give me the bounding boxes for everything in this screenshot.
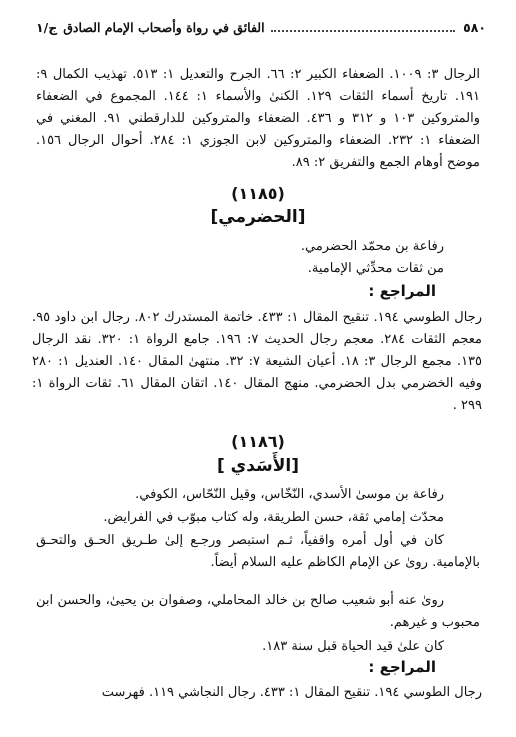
entry-1185-references-label: المراجع :	[368, 282, 436, 300]
entry-1186-line-2: محدّث إمامي ثقة، حسن الطريقة، وله كتاب مبوّب في الفرايض.	[103, 510, 444, 525]
entry-1186-references-label: المراجع :	[368, 658, 436, 676]
header-leader-dots	[271, 22, 456, 32]
intro-references: الرجال ٣: ١٠٠٩. الضعفاء الكبير ٢: ٦٦. الجرح والتعديل ١: ٥١٣. تهذيب الكمال ٩: ١٩١. تاريخ أسماء الثقات ١٢٩. الكنىٰ والأسماء ١: ١٤٤. المجموع في الضعفاء والمتروكين ١٠٣ و ٣١٢ و ٤٣٦. الضعفاء والمتروكين للدارقطني ٩١. المغني في الضعفاء ١: ٢٣٢. الضعفاء والمتروكين لابن الجوزي ١: ٢٨٤. أحوال الرجال ١٥٦. موضح أوهام الجمع والتفريق ٢: ٨٩.	[36, 67, 481, 170]
entry-1185-line-2: من ثقات محدِّثي الإمامية.	[307, 261, 444, 276]
entry-1186-number: (١١٨٦)	[231, 432, 285, 451]
entry-1186-line-5: كان علىٰ قيد الحياة قبل سنة ١٨٣.	[262, 639, 444, 654]
entry-1185-references: رجال الطوسي ١٩٤. تنقيح المقال ١: ٤٣٣. خاتمة المستدرك ٨٠٢. رجال ابن داود ٩٥. معجم الثقات ٢٨٤. معجم رجال الحديث ٧: ١٩٦. جامع الرواة ١: ٣٢٠. نقد الرجال ١٣٥. مجمع الرجال ٣: ١٨. أعيان الشيعة ٧: ٣٢. منتهىٰ المقال ١٤٠. العنديل ١: ٢٨٠ وفيه الخضرمي بدل الحضرمي. منهج المقال ١٤٠. اتقان المقال ٦١. ثقات الرواة ١: ٢٩٩ .	[32, 310, 483, 413]
entry-1185-name: [الحضرمي]	[210, 207, 306, 227]
entry-1185-number: (١١٨٥)	[231, 184, 285, 203]
entry-1186-line-3: كان في أول أمره واقفياً، ثـم استبصر ورجـع إلىٰ طـريق الحـق والتحـق بالإمامية. روىٰ عن الإمام الكاظم عليه السلام أيضاً.	[36, 533, 480, 570]
entry-1186-line-1: رفاعة بن موسىٰ الأسدي، النّخّاس، وقيل النّحّاس، الكوفي.	[135, 487, 444, 502]
book-title: الفائق في رواة وأصحاب الإمام الصادق	[63, 19, 265, 35]
entry-1186-name: [الأَسَدي ]	[216, 456, 300, 476]
entry-1186-line-4: روىٰ عنه أبو شعيب صالح بن خالد المحاملي، وصفوان بن يحيىٰ، والحسن ابن محبوب و غيرهم.	[36, 593, 480, 630]
entry-1185-line-1: رفاعة بن محمّد الحضرمي.	[300, 239, 444, 254]
entry-1186-references: رجال الطوسي ١٩٤. تنقيح المقال ١: ٤٣٣. رجال النجاشي ١١٩. فهرست	[101, 685, 482, 700]
page-number: ٥٨٠	[463, 19, 486, 35]
volume-label: ج/١	[36, 19, 58, 35]
running-header	[36, 16, 486, 38]
